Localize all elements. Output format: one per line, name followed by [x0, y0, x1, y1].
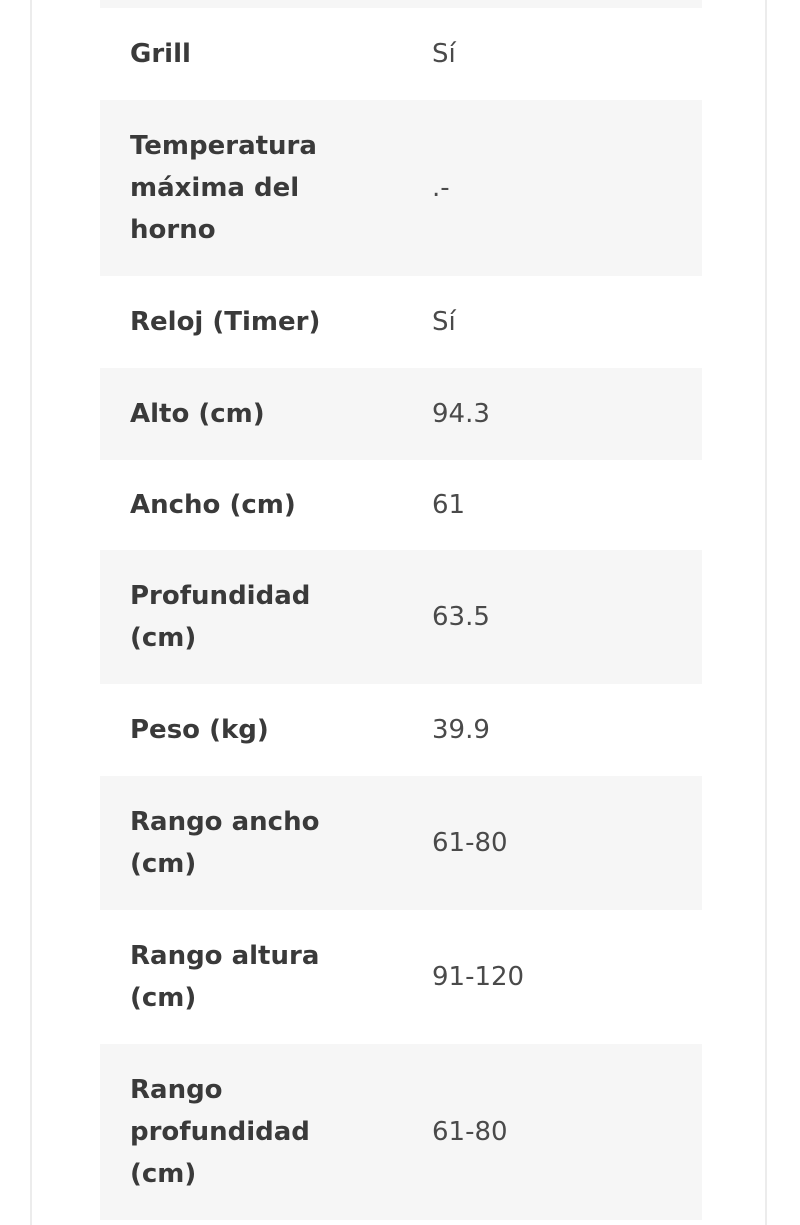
- spec-label: Rango ancho (cm): [130, 807, 320, 879]
- spec-label: Peso (kg): [130, 715, 269, 745]
- spec-label: Reloj (Timer): [130, 307, 321, 337]
- specs-table: [100, 0, 702, 1220]
- spec-label: Rango altura (cm): [130, 941, 320, 1013]
- spec-value: 39.9: [432, 715, 490, 745]
- table-row: [100, 1044, 702, 1220]
- spec-value: Sí: [432, 307, 456, 337]
- spec-value: .-: [432, 173, 450, 203]
- spec-label: Grill: [130, 39, 191, 69]
- spec-value: Sí: [432, 39, 456, 69]
- spec-label: Alto (cm): [130, 399, 265, 429]
- spec-value: 91-120: [432, 962, 525, 992]
- table-row: [100, 550, 702, 684]
- spec-value: 61-80: [432, 828, 508, 858]
- table-top-edge: [100, 0, 702, 8]
- spec-label: Ancho (cm): [130, 490, 296, 520]
- table-row: [100, 8, 702, 100]
- table-row: [100, 460, 702, 550]
- table-row: [100, 100, 702, 276]
- table-row: [100, 910, 702, 1044]
- table-row: [100, 276, 702, 368]
- table-row: [100, 776, 702, 910]
- spec-value: 94.3: [432, 399, 490, 429]
- spec-label: Profundidad (cm): [130, 581, 311, 653]
- table-row: [100, 368, 702, 460]
- spec-value: 61: [432, 490, 466, 520]
- table-row: [100, 684, 702, 776]
- spec-value: 61-80: [432, 1117, 508, 1147]
- spec-label: Rango profundidad (cm): [130, 1075, 310, 1189]
- spec-value: 63.5: [432, 602, 490, 632]
- spec-label: Temperatura máxima del horno: [130, 131, 317, 245]
